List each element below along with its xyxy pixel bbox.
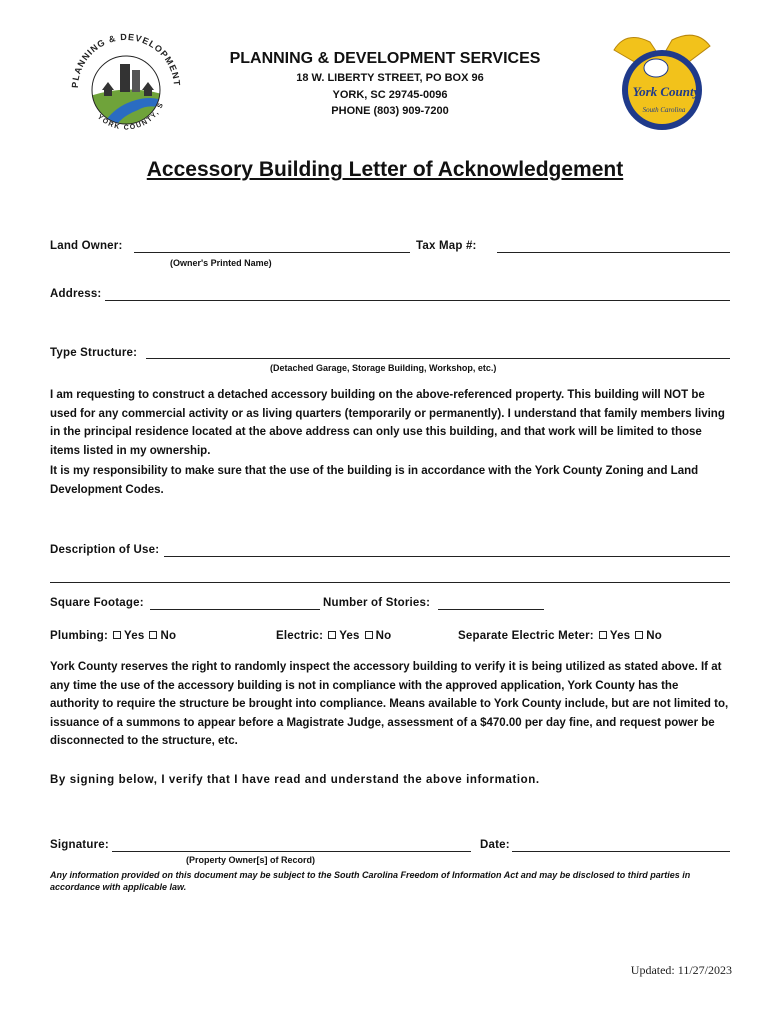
signature-hint: (Property Owner[s] of Record): [186, 855, 316, 865]
signature-label: Signature:: [50, 839, 109, 851]
description-field-line-2[interactable]: [50, 582, 730, 583]
agency-phone: PHONE (803) 909-7200: [331, 105, 449, 117]
separate-meter-label: Separate Electric Meter:: [458, 630, 594, 642]
agency-address: 18 W. LIBERTY STREET, PO BOX 96: [296, 72, 484, 84]
logo-arc-top-text: PLANNING & DEVELOPMENT: [69, 31, 183, 89]
meter-no-label: No: [646, 630, 663, 642]
electric-yes-checkbox[interactable]: [328, 631, 336, 639]
plumbing-no-label: No: [160, 630, 177, 642]
agency-title: PLANNING & DEVELOPMENT SERVICES: [229, 50, 541, 67]
tax-map-label: Tax Map #:: [416, 240, 477, 252]
date-field[interactable]: [512, 851, 730, 852]
land-owner-hint: (Owner's Printed Name): [170, 258, 272, 268]
verification-statement: By signing below, I verify that I have read and understand the above information.: [50, 774, 540, 786]
type-structure-field[interactable]: [146, 358, 730, 359]
plumbing-no-checkbox[interactable]: [149, 631, 157, 639]
square-footage-field[interactable]: [150, 609, 320, 610]
logo-arc-bottom-text: YORK COUNTY, S: [95, 101, 166, 132]
seal-subtext: South Carolina: [642, 106, 686, 114]
electric-label: Electric:: [276, 630, 324, 642]
description-label: Description of Use:: [50, 544, 160, 556]
seal-text: York County: [632, 84, 700, 99]
date-label: Date:: [480, 839, 510, 851]
signature-field[interactable]: [112, 851, 471, 852]
type-structure-hint: (Detached Garage, Storage Building, Workshop, etc.): [270, 363, 497, 373]
electric-no-checkbox[interactable]: [365, 631, 373, 639]
document-title: Accessory Building Letter of Acknowledgement: [146, 158, 624, 181]
land-owner-label: Land Owner:: [50, 240, 123, 252]
meter-yes-checkbox[interactable]: [599, 631, 607, 639]
stories-field[interactable]: [438, 609, 544, 610]
description-field[interactable]: [164, 556, 730, 557]
plumbing-yes-label: Yes: [124, 630, 145, 642]
agency-city: YORK, SC 29745-0096: [332, 89, 448, 101]
tax-map-field[interactable]: [497, 252, 730, 253]
address-field[interactable]: [105, 300, 730, 301]
stories-label: Number of Stories:: [323, 597, 431, 609]
acknowledgement-paragraph-2: It is my responsibility to make sure that the use of the building is in accordance with the York County Zoning and Land Development Codes.: [50, 465, 699, 496]
electric-no-label: No: [375, 630, 392, 642]
planning-logo: [62, 24, 190, 152]
electric-group: [276, 630, 391, 642]
type-structure-label: Type Structure:: [50, 347, 138, 359]
york-county-seal: [606, 24, 716, 136]
foia-disclaimer: Any information provided on this document may be subject to the South Carolina Freedom of Information Act and may be disclosed to third parties in accordance with applicable law.: [50, 870, 691, 892]
acknowledgement-paragraph-1: I am requesting to construct a detached accessory building on the above-referenced property. This building will NOT be used for any commercial activity or as living quarters (temporarily or permanently). I understand that family members living in the principal residence located at the above address can only use this building, and that work will be limited to those items listed in my ownership.: [50, 389, 725, 457]
meter-no-checkbox[interactable]: [635, 631, 643, 639]
inspection-paragraph: York County reserves the right to randomly inspect the accessory building to verify it is being utilized as stated above. If at any time the use of the accessory building is not in compliance with the approved application, York County has the authority to require the structure be brought into compliance. Means available to York County include, but are not limited to, issuance of a summons to appear before a Magistrate Judge, assessment of a $470.00 per day fine, and request power be disconnected to the structure, etc.: [50, 661, 729, 747]
square-footage-label: Square Footage:: [50, 597, 144, 609]
plumbing-group: [50, 630, 176, 642]
address-label: Address:: [50, 288, 102, 300]
plumbing-yes-checkbox[interactable]: [113, 631, 121, 639]
land-owner-field[interactable]: [134, 252, 410, 253]
updated-date: Updated: 11/27/2023: [630, 963, 732, 977]
plumbing-label: Plumbing:: [50, 630, 109, 642]
meter-yes-label: Yes: [609, 630, 631, 642]
electric-yes-label: Yes: [339, 630, 360, 642]
separate-meter-group: [458, 630, 662, 642]
